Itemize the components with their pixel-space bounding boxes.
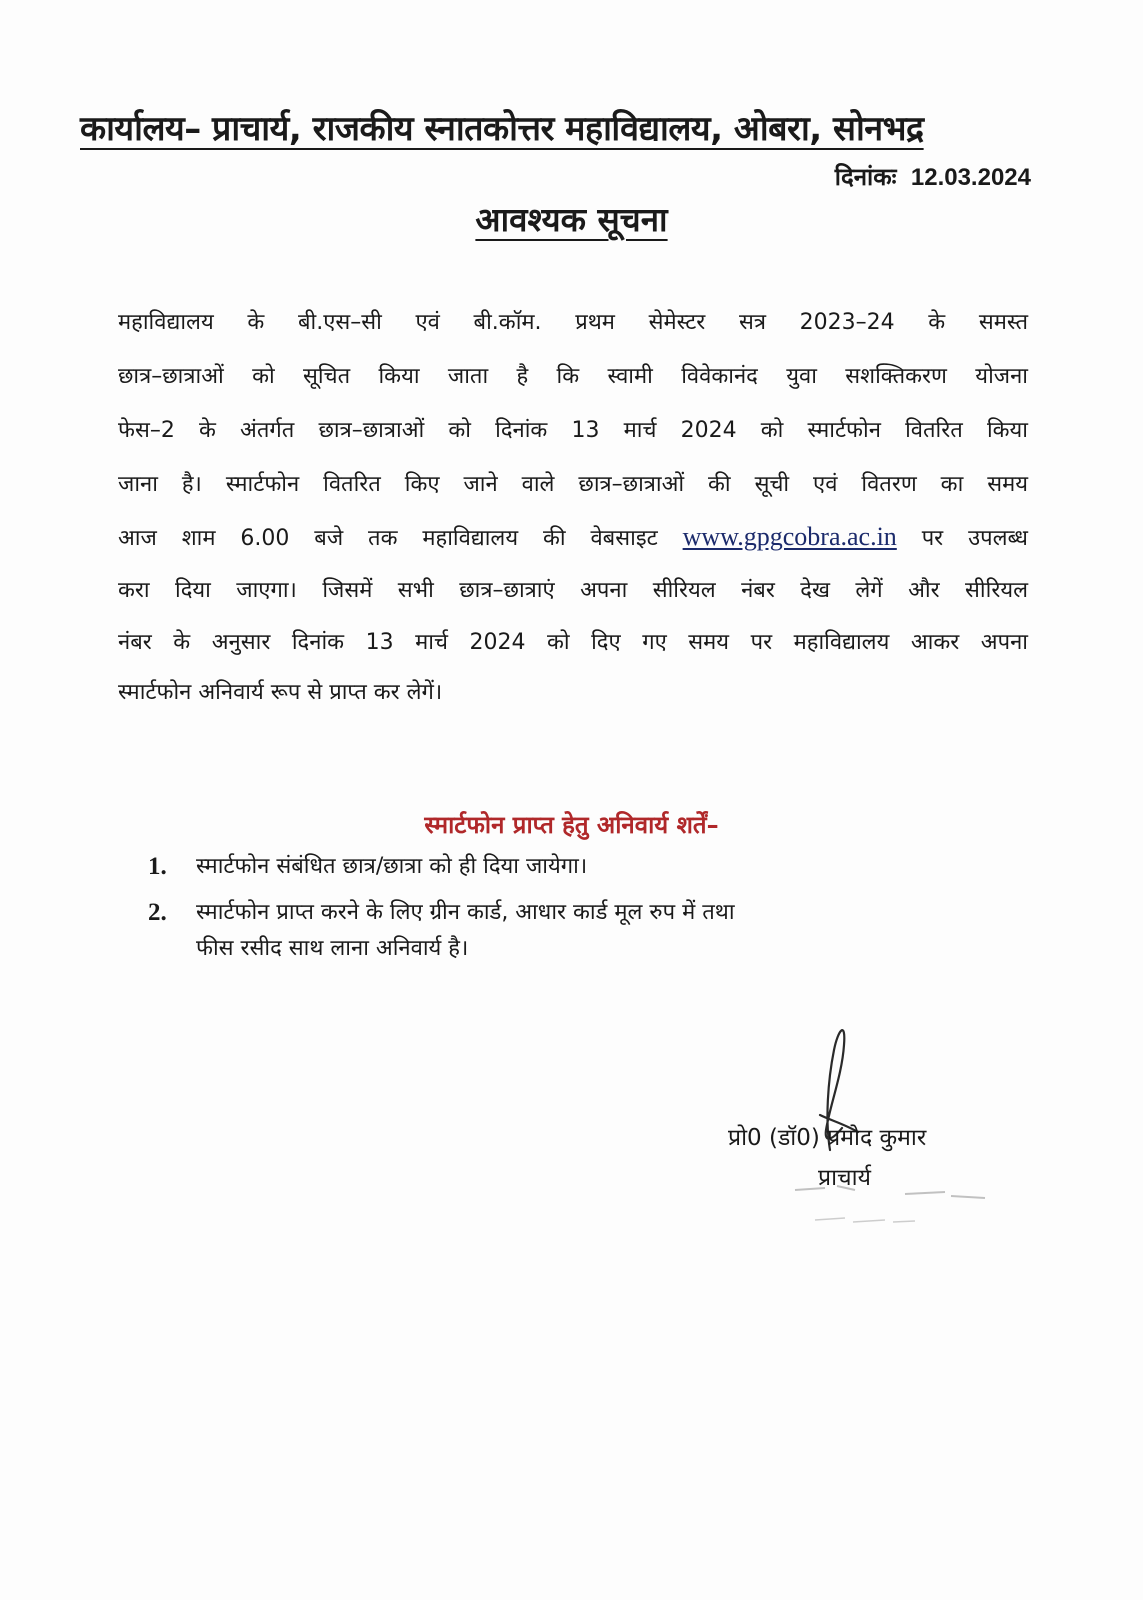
- notice-body-line: छात्र–छात्राओं को सूचित किया जाता है कि स्वामी विवेकानंद युवा सशक्तिकरण योजना: [118, 364, 1028, 389]
- condition-text: स्मार्टफोन संबंधित छात्र/छात्रा को ही दिया जायेगा।: [196, 854, 588, 879]
- notice-body-line: फेस–2 के अंतर्गत छात्र–छात्राओं को दिनांक 13 मार्च 2024 को स्मार्टफोन वितरित किया: [118, 418, 1028, 443]
- website-link[interactable]: www.gpgcobra.ac.in: [682, 522, 897, 551]
- notice-body-line: महाविद्यालय के बी.एस–सी एवं बी.कॉम. प्रथम सेमेस्टर सत्र 2023–24 के समस्त: [118, 310, 1028, 335]
- signatory-designation: प्राचार्य: [818, 1165, 871, 1191]
- office-title: कार्यालय– प्राचार्य, राजकीय स्नातकोत्तर महाविद्यालय, ओबरा, सोनभद्र: [80, 109, 924, 149]
- date-line: [835, 160, 1031, 193]
- condition-text: स्मार्टफोन प्राप्त करने के लिए ग्रीन कार्ड, आधार कार्ड मूल रुप में तथा: [196, 900, 735, 925]
- condition-number: 1.: [148, 853, 167, 880]
- notice-body-line-with-url: [118, 522, 1028, 554]
- date-label: दिनांकः: [834, 163, 897, 191]
- signatory-name: प्रो0 (डॉ0) प्रमोद कुमार: [728, 1125, 927, 1151]
- notice-body-text: पर उपलब्ध: [921, 526, 1028, 551]
- notice-body-line: जाना है। स्मार्टफोन वितरित किए जाने वाले छात्र–छात्राओं की सूची एवं वितरण का समय: [118, 472, 1028, 497]
- notice-body-line: स्मार्टफोन अनिवार्य रूप से प्राप्त कर लेगें।: [118, 680, 443, 705]
- notice-heading-text: आवश्यक सूचना: [475, 200, 668, 239]
- conditions-heading: स्मार्टफोन प्राप्त हेतु अनिवार्य शर्तें–: [424, 811, 719, 839]
- notice-body-line: नंबर के अनुसार दिनांक 13 मार्च 2024 को दिए गए समय पर महाविद्यालय आकर अपना: [118, 630, 1028, 655]
- date-value: 12.03.2024: [910, 164, 1031, 191]
- condition-number: 2.: [148, 899, 167, 926]
- notice-body-line: करा दिया जाएगा। जिसमें सभी छात्र–छात्राएं अपना सीरियल नंबर देख लेगें और सीरियल: [118, 578, 1028, 603]
- condition-text: फीस रसीद साथ लाना अनिवार्य है।: [196, 936, 469, 961]
- notice-body-text: आज शाम 6.00 बजे तक महाविद्यालय की वेबसाइट: [118, 526, 658, 551]
- faded-office-seal: [785, 1176, 990, 1232]
- notice-heading: [0, 196, 1143, 241]
